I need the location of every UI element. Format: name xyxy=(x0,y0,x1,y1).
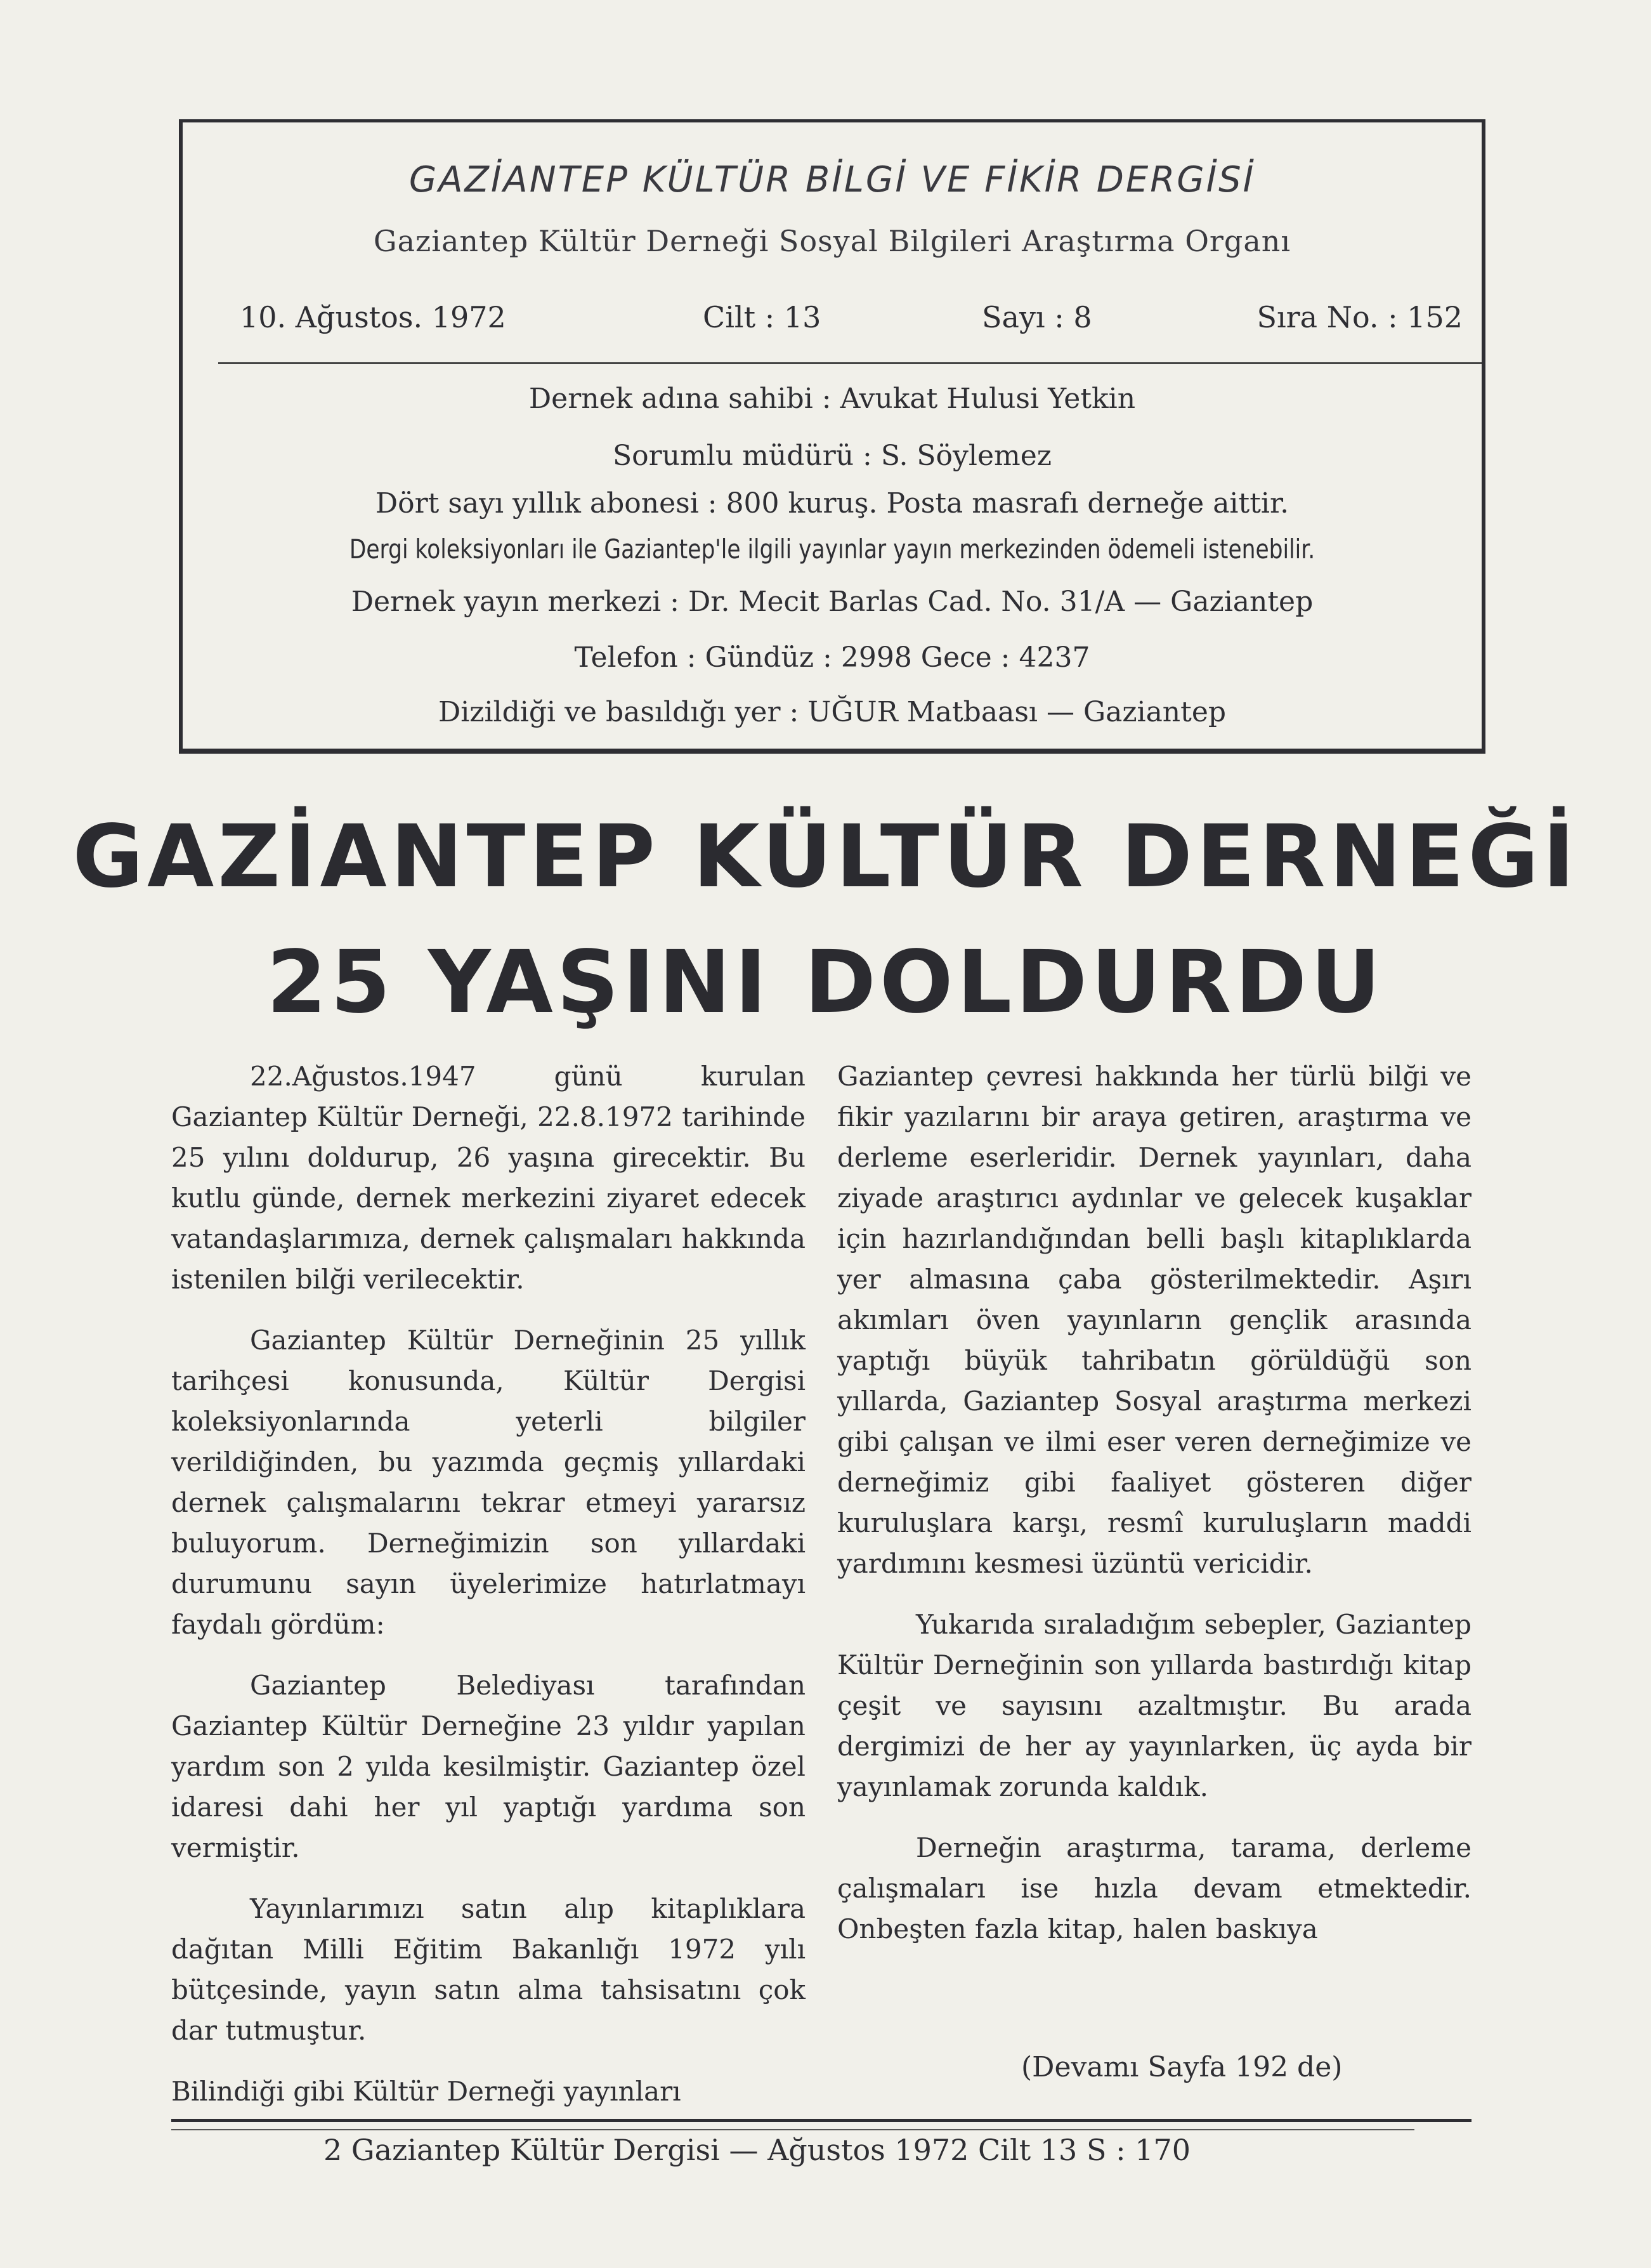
collections-line: Dergi koleksiyonları ile Gaziantep'le ilgili yayınlar yayın merkezinden ödemeli istenebilir. xyxy=(349,534,1315,565)
issue-sequence: Sıra No. : 152 xyxy=(1256,300,1463,334)
magazine-title: GAZİANTEP KÜLTÜR BİLGİ VE FİKİR DERGİSİ xyxy=(408,159,1256,200)
footer-divider-thin xyxy=(171,2129,1414,2130)
paragraph: Derneğin araştırma, tarama, derleme çalışmaları ise hızla devam etmektedir. Onbeşten fazla kitap, halen baskıya xyxy=(837,1832,1472,1944)
issue-number: Sayı : 8 xyxy=(982,300,1092,334)
magazine-subtitle: Gaziantep Kültür Derneği Sosyal Bilgileri Araştırma Organı xyxy=(373,224,1291,258)
continued-note: (Devamı Sayfa 192 de) xyxy=(1021,2051,1343,2083)
paragraph: Gaziantep Belediyası tarafından Gaziantep Kültür Derneğine 23 yıldır yapılan yardım son 2 yılda kesilmiştir. Gaziantep özel idaresi dahi her yıl yaptığı yardıma son vermiştir. xyxy=(171,1670,806,1863)
paragraph: Gaziantep çevresi hakkında her türlü bilği ve fikir yazılarını bir araya getiren, araştırma ve derleme eserleridir. Dernek yayınları, daha ziyade araştırıcı aydınlar ve gelecek kuşaklar için hazırlandığından belli başlı kitaplıklarda yer almasına çaba gösterilmektedir. Aşırı akımları öven yayınların gençlik arasında yaptığı büyük tahribatın görüldüğü son yıllarda, Gaziantep Sosyal araştırma merkezi gibi çalışan ve ilmi eser veren derneğimize ve derneğimiz gibi faaliyet gösteren diğer kuruluşlara karşı, resmî kuruluşların maddi yardımını kesmesi üzüntü vericidir. xyxy=(837,1061,1472,1579)
article-column-right xyxy=(837,1056,1472,1970)
paragraph: Gaziantep Kültür Derneğinin 25 yıllık tarihçesi konusunda, Kültür Dergisi koleksiyonlarında yeterli bilgiler verildiğinden, bu yazımda geçmiş yıllardaki dernek çalışmalarını tekrar etmeyi yararsız buluyorum. Derneğimizin son yıllardaki durumunu sayın üyelerimize hatırlatmayı faydalı gördüm: xyxy=(171,1325,806,1640)
masthead-divider xyxy=(218,362,1482,364)
issue-volume: Cilt : 13 xyxy=(703,300,821,334)
masthead-box xyxy=(179,119,1485,754)
editor-line: Sorumlu müdürü : S. Söylemez xyxy=(613,440,1052,472)
address-line: Dernek yayın merkezi : Dr. Mecit Barlas Cad. No. 31/A — Gaziantep xyxy=(351,586,1314,618)
footer-divider xyxy=(171,2119,1472,2122)
paragraph: Yayınlarımızı satın alıp kitaplıklara dağıtan Milli Eğitim Bakanlığı 1972 yılı bütçesinde, yayın satın alma tahsisatını çok dar tutmuştur. xyxy=(171,1893,806,2046)
phone-line: Telefon : Gündüz : 2998 Gece : 4237 xyxy=(574,641,1090,674)
subscription-line: Dört sayı yıllık abonesi : 800 kuruş. Posta masrafı derneğe aittir. xyxy=(375,487,1289,520)
headline-line-1: GAZİANTEP KÜLTÜR DERNEĞİ xyxy=(72,807,1579,907)
issue-date: 10. Ağustos. 1972 xyxy=(240,300,506,334)
paragraph: Bilindiği gibi Kültür Derneği yayınları xyxy=(171,2076,681,2107)
paragraph: Yukarıda sıraladığım sebepler, Gaziantep Kültür Derneğinin son yıllarda bastırdığı kitap çeşit ve sayısını azaltmıştır. Bu arada dergimizi de her ay yayınlarken, üç ayda bir yayınlamak zorunda kaldık. xyxy=(837,1609,1472,1802)
headline-line-2: 25 YAŞINI DOLDURDU xyxy=(266,933,1385,1033)
printer-line: Dizildiği ve basıldığı yer : UĞUR Matbaası — Gaziantep xyxy=(438,696,1227,728)
paragraph: 22.Ağustos.1947 günü kurulan Gaziantep Kültür Derneği, 22.8.1972 tarihinde 25 yılını doldurup, 26 yaşına girecektir. Bu kutlu günde, dernek merkezini ziyaret edecek vatandaşlarımıza, dernek çalışmaları hakkında istenilen bilği verilecektir. xyxy=(171,1061,806,1295)
article-column-left xyxy=(171,1056,806,2132)
page-footer: 2 Gaziantep Kültür Dergisi — Ağustos 1972 Cilt 13 S : 170 xyxy=(323,2133,1191,2167)
owner-line: Dernek adına sahibi : Avukat Hulusi Yetkin xyxy=(528,383,1136,415)
